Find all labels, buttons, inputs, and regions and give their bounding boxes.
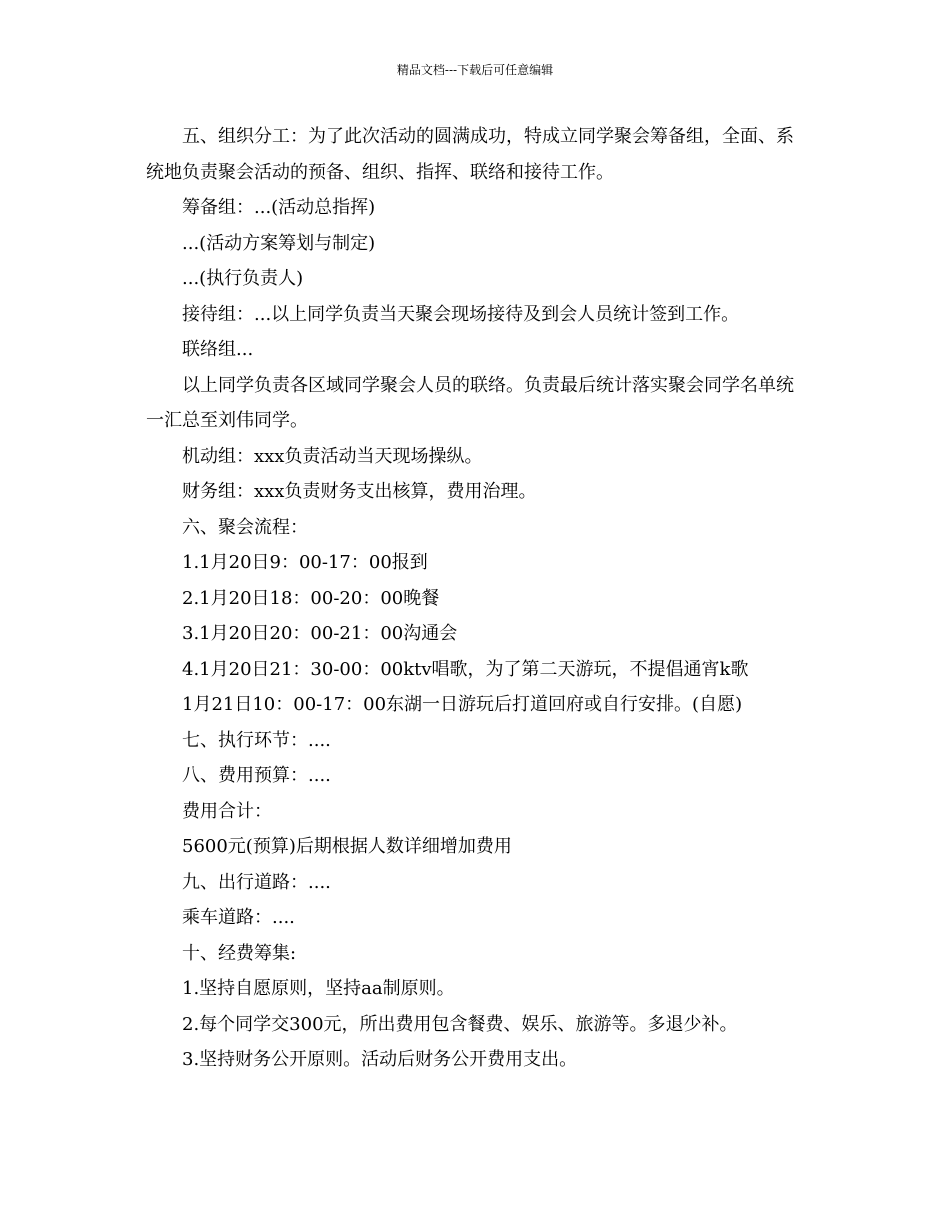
paragraph-budget-amount: 5600元(预算)后期根据人数详细增加费用 bbox=[182, 836, 512, 857]
paragraph-finance-group: 财务组：xxx负责财务支出核算，费用治理。 bbox=[182, 481, 537, 502]
funding-item: 3.坚持财务公开原则。活动后财务公开费用支出。 bbox=[182, 1049, 578, 1070]
section-heading-execution: 七、执行环节：.... bbox=[182, 729, 331, 751]
paragraph-total-cost: 费用合计： bbox=[182, 800, 272, 822]
page-header: 精品文档---下载后可任意编辑 bbox=[396, 63, 554, 77]
paragraph-reception-group: 接待组：...以上同学负责当天聚会现场接待及到会人员统计签到工作。 bbox=[182, 303, 740, 325]
section-heading-budget: 八、费用预算：.... bbox=[182, 765, 331, 786]
paragraph-preparation-group: 筹备组：...(活动总指挥) bbox=[182, 197, 376, 218]
paragraph-planning: ...(活动方案筹划与制定) bbox=[182, 232, 376, 254]
schedule-item: 4.1月20日21：30-00：00ktv唱歌，为了第二天游玩，不提倡通宵k歌 bbox=[182, 658, 749, 680]
schedule-item: 3.1月20日20：00-21：00沟通会 bbox=[182, 623, 458, 644]
funding-item: 2.每个同学交300元，所出费用包含餐费、娱乐、旅游等。多退少补。 bbox=[182, 1013, 738, 1035]
section-heading-route: 九、出行道路：.... bbox=[182, 871, 331, 893]
schedule-item: 1月21日10：00-17：00东湖一日游玩后打道回府或自行安排。(自愿) bbox=[182, 694, 743, 715]
schedule-item: 1.1月20日9：00-17：00报到 bbox=[182, 552, 428, 573]
section-heading-schedule: 六、聚会流程： bbox=[182, 516, 308, 538]
section-heading-funding: 十、经费筹集: bbox=[182, 942, 297, 964]
paragraph-liaison-duty: 以上同学负责各区域同学聚会人员的联络。负责最后统计落实聚会同学名单统一汇总至刘伟同学。 bbox=[146, 374, 794, 431]
paragraph-mobile-group: 机动组：xxx负责活动当天现场操纵。 bbox=[182, 445, 483, 467]
funding-item: 1.坚持自愿原则，坚持aa制原则。 bbox=[182, 978, 455, 999]
document-body bbox=[146, 119, 806, 1078]
paragraph-organization: 五、组织分工：为了此次活动的圆满成功，特成立同学聚会筹备组，全面、系统地负责聚会活动的预备、组织、指挥、联络和接待工作。 bbox=[146, 126, 794, 183]
paragraph-bus-route: 乘车道路：.... bbox=[182, 907, 295, 928]
paragraph-executive: ...(执行负责人) bbox=[182, 268, 304, 289]
paragraph-liaison-group: 联络组... bbox=[182, 339, 254, 360]
schedule-item: 2.1月20日18：00-20：00晚餐 bbox=[182, 587, 440, 609]
